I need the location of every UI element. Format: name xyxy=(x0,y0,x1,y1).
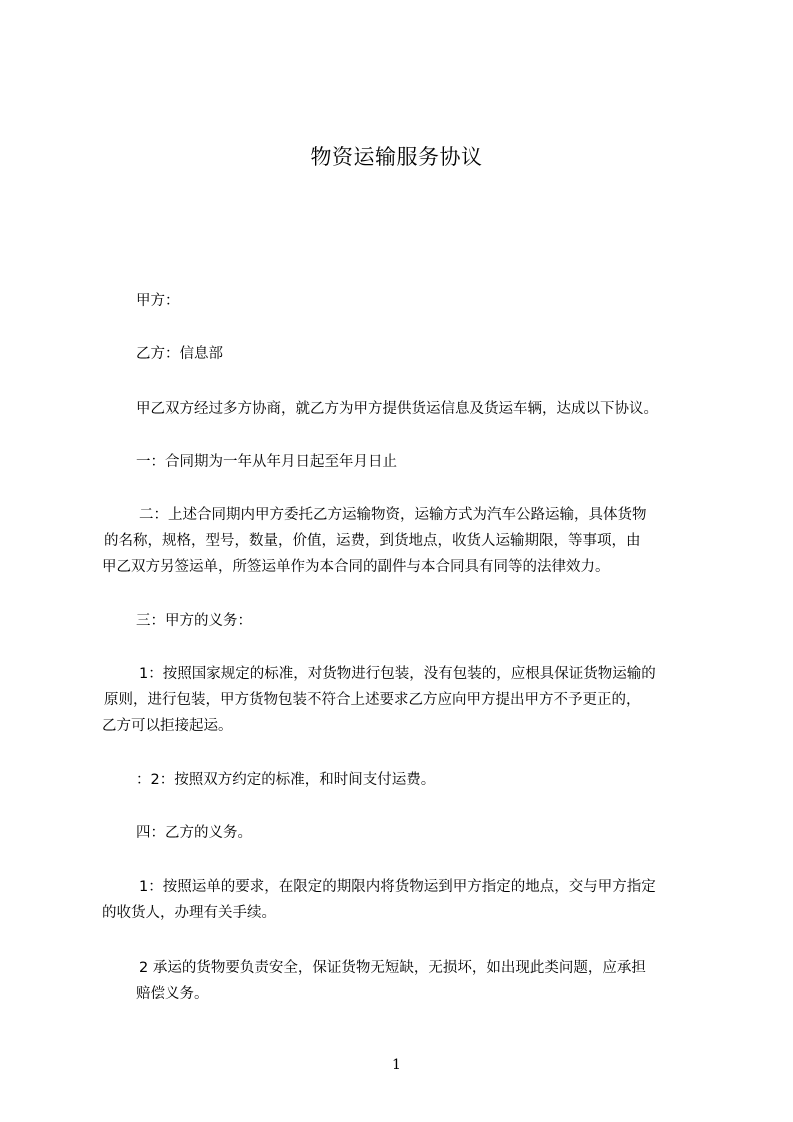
clause-one-paragraph xyxy=(102,449,714,475)
clause-four-paragraph xyxy=(102,820,714,846)
paragraph-line: 原则，进行包装，甲方货物包装不符合上述要求乙方应向甲方提出甲方不予更正的， xyxy=(104,692,641,708)
clause-three-item-two xyxy=(102,767,714,793)
paragraph-line: 的名称，规格，型号，数量，价值，运费，到货地点，收货人运输期限，等事项，由 xyxy=(104,533,641,549)
paragraph-line: 1：按照运单的要求，在限定的期限内将货物运到甲方指定的地点，交与甲方指定 xyxy=(139,879,656,895)
page-number: 1 xyxy=(392,1057,401,1073)
clause-two-paragraph xyxy=(102,502,714,580)
clause-three-item-one xyxy=(102,661,714,739)
party-b-paragraph xyxy=(102,341,714,367)
paragraph-line: 一：合同期为一年从年月日起至年月日止 xyxy=(136,454,397,470)
paragraph-line: 乙方可以拒接起运。 xyxy=(102,718,233,734)
party-a-paragraph xyxy=(102,288,714,314)
paragraph-line: 的收货人，办理有关手续。 xyxy=(102,905,276,921)
paragraph-line: 2 承运的货物要负责安全，保证货物无短缺，无损坏，如出现此类问题，应承担 xyxy=(139,960,646,976)
clause-three-paragraph xyxy=(102,608,714,634)
paragraph-line: 1：按照国家规定的标准，对货物进行包装，没有包装的，应根具保证货物运输的 xyxy=(139,666,656,682)
document-title: 物资运输服务协议 xyxy=(310,145,483,169)
paragraph-line: 甲乙双方经过多方协商，就乙方为甲方提供货运信息及货运车辆，达成以下协议。 xyxy=(136,401,658,417)
paragraph-line: 甲方： xyxy=(136,293,180,309)
paragraph-line: 甲乙双方另签运单，所签运单作为本合同的副件与本合同具有同等的法律效力。 xyxy=(102,559,610,575)
clause-four-item-two xyxy=(102,955,714,1007)
paragraph-line: 二：上述合同期内甲方委托乙方运输物资，运输方式为汽车公路运输，具体货物 xyxy=(139,507,647,523)
paragraph-line: 四：乙方的义务。 xyxy=(136,825,252,841)
paragraph-line: 三：甲方的义务： xyxy=(136,613,252,629)
intro-paragraph xyxy=(102,396,714,422)
paragraph-line: 赔偿义务。 xyxy=(136,986,209,1002)
paragraph-line: 乙方：信息部 xyxy=(136,346,223,362)
paragraph-line: ：2：按照双方约定的标准，和时间支付运费。 xyxy=(136,772,436,788)
clause-four-item-one xyxy=(102,874,714,926)
